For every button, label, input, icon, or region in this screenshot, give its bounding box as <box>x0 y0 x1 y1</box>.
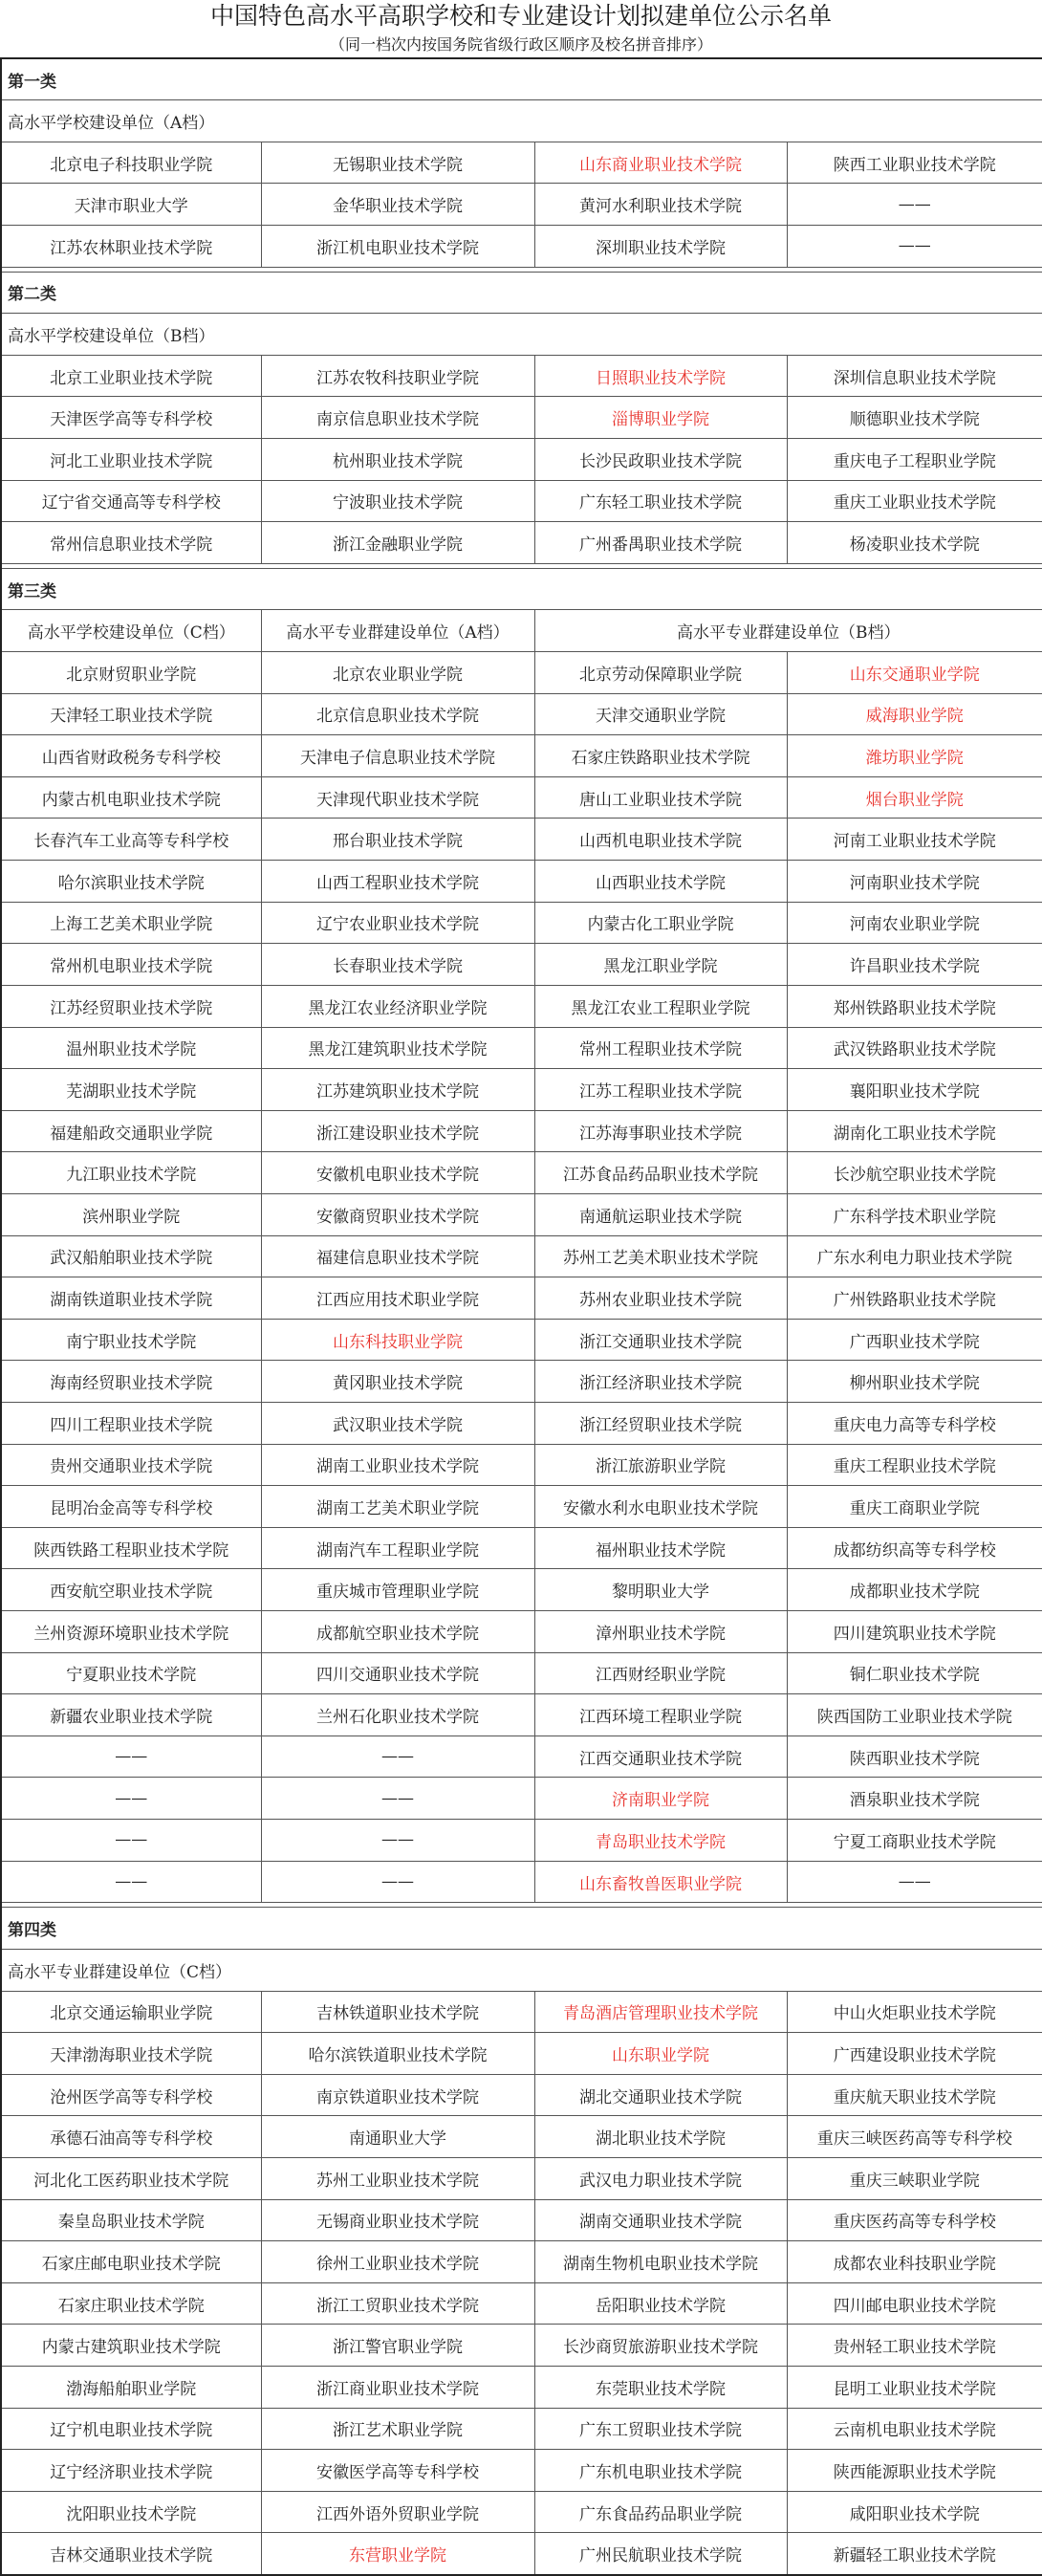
table-row <box>1 1820 1042 1862</box>
school-name-cell: 贵州轻工职业技术学院 <box>787 2325 1042 2367</box>
school-name-cell: 北京电子科技职业学院 <box>1 142 261 184</box>
school-name-cell: 陕西铁路工程职业技术学院 <box>1 1527 261 1569</box>
school-name-cell: 武汉电力职业技术学院 <box>534 2157 787 2199</box>
school-name-cell: 芜湖职业技术学院 <box>1 1069 261 1111</box>
school-name-cell: 福建信息职业技术学院 <box>261 1235 534 1277</box>
school-name-cell: —— <box>1 1820 261 1862</box>
school-name-cell: 北京劳动保障职业学院 <box>534 652 787 694</box>
table-row <box>1 2199 1042 2241</box>
category-heading: 第三类 <box>1 568 1042 610</box>
school-name-cell: 广州铁路职业技术学院 <box>787 1277 1042 1320</box>
school-name-cell: 成都纺织高等专科学校 <box>787 1527 1042 1569</box>
school-name-cell: 苏州工业职业技术学院 <box>261 2157 534 2199</box>
school-name-cell: 东营职业学院 <box>261 2533 534 2575</box>
school-name-cell: 日照职业技术学院 <box>534 355 787 397</box>
table-row <box>1 1991 1042 2033</box>
school-name-cell: 浙江经济职业技术学院 <box>534 1361 787 1403</box>
school-name-cell: 山西省财政税务专科学校 <box>1 735 261 777</box>
school-name-cell: 潍坊职业学院 <box>787 735 1042 777</box>
school-name-cell: 天津医学高等专科学校 <box>1 397 261 439</box>
school-name-cell: 兰州资源环境职业技术学院 <box>1 1611 261 1653</box>
school-name-cell: 中山火炬职业技术学院 <box>787 1991 1042 2033</box>
school-name-cell: 广州番禺职业技术学院 <box>534 522 787 564</box>
school-name-cell: 北京农业职业学院 <box>261 652 534 694</box>
school-name-cell: 山东科技职业学院 <box>261 1319 534 1361</box>
school-name-cell: 宁夏工商职业技术学院 <box>787 1820 1042 1862</box>
school-name-cell: 承德石油高等专科学校 <box>1 2116 261 2158</box>
school-name-cell: 黄河水利职业技术学院 <box>534 184 787 226</box>
category-heading: 第二类 <box>1 272 1042 314</box>
school-name-cell: 湖南工艺美术职业学院 <box>261 1486 534 1528</box>
school-name-cell: 江西财经职业学院 <box>534 1652 787 1694</box>
school-name-cell: 黑龙江农业经济职业学院 <box>261 985 534 1027</box>
school-name-cell: 重庆工程职业技术学院 <box>787 1444 1042 1486</box>
school-name-cell: —— <box>261 1778 534 1820</box>
school-name-cell: 陕西能源职业技术学院 <box>787 2450 1042 2492</box>
school-name-cell: 哈尔滨铁道职业技术学院 <box>261 2033 534 2075</box>
school-name-cell: 黑龙江建筑职业技术学院 <box>261 1027 534 1069</box>
school-name-cell: 河北化工医药职业技术学院 <box>1 2157 261 2199</box>
school-name-cell: 九江职业技术学院 <box>1 1152 261 1194</box>
table-row <box>1 861 1042 903</box>
school-name-cell: 杭州职业技术学院 <box>261 438 534 480</box>
table-row <box>1 1403 1042 1445</box>
school-name-cell: 广州民航职业技术学院 <box>534 2533 787 2575</box>
table-row <box>1 1486 1042 1528</box>
school-name-cell: 湖北交通职业技术学院 <box>534 2074 787 2116</box>
school-name-cell: 湖南工业职业技术学院 <box>261 1444 534 1486</box>
school-name-cell: 金华职业技术学院 <box>261 184 534 226</box>
school-name-cell: —— <box>261 1820 534 1862</box>
school-name-cell: 江西应用技术职业学院 <box>261 1277 534 1320</box>
school-name-cell: 云南机电职业技术学院 <box>787 2408 1042 2450</box>
school-name-cell: 山西机电职业技术学院 <box>534 819 787 861</box>
table-row <box>1 944 1042 986</box>
school-name-cell: 北京工业职业技术学院 <box>1 355 261 397</box>
table-row <box>1 2533 1042 2575</box>
school-name-cell: 广东轻工职业技术学院 <box>534 480 787 522</box>
school-name-cell: 黎明职业大学 <box>534 1569 787 1611</box>
school-name-cell: 河南农业职业学院 <box>787 902 1042 944</box>
school-name-cell: 长沙商贸旅游职业技术学院 <box>534 2325 787 2367</box>
school-name-cell: 石家庄职业技术学院 <box>1 2282 261 2325</box>
school-name-cell: 江苏农牧科技职业学院 <box>261 355 534 397</box>
school-name-cell: 四川建筑职业技术学院 <box>787 1611 1042 1653</box>
school-name-cell: 新疆轻工职业技术学院 <box>787 2533 1042 2575</box>
table-row <box>1 652 1042 694</box>
table-row <box>1 2241 1042 2283</box>
school-name-cell: 济南职业学院 <box>534 1778 787 1820</box>
school-name-cell: 湖南交通职业技术学院 <box>534 2199 787 2241</box>
school-name-cell: 湖南化工职业技术学院 <box>787 1110 1042 1152</box>
school-name-cell: 辽宁机电职业技术学院 <box>1 2408 261 2450</box>
school-name-cell: 河南工业职业技术学院 <box>787 819 1042 861</box>
school-name-cell: 武汉职业技术学院 <box>261 1403 534 1445</box>
school-name-cell: 海南经贸职业技术学院 <box>1 1361 261 1403</box>
school-name-cell: 南通职业大学 <box>261 2116 534 2158</box>
school-name-cell: 成都职业技术学院 <box>787 1569 1042 1611</box>
school-name-cell: 浙江建设职业技术学院 <box>261 1110 534 1152</box>
table-row <box>1 1527 1042 1569</box>
school-name-cell: 福建船政交通职业学院 <box>1 1110 261 1152</box>
school-name-cell: 徐州工业职业技术学院 <box>261 2241 534 2283</box>
school-name-cell: 湖南生物机电职业技术学院 <box>534 2241 787 2283</box>
school-name-cell: 湖南汽车工程职业学院 <box>261 1527 534 1569</box>
school-name-cell: 广西建设职业技术学院 <box>787 2033 1042 2075</box>
school-name-cell: 咸阳职业技术学院 <box>787 2491 1042 2533</box>
school-name-cell: 广东水利电力职业技术学院 <box>787 1235 1042 1277</box>
school-name-cell: 山东畜牧兽医职业学院 <box>534 1861 787 1903</box>
school-name-cell: 北京信息职业技术学院 <box>261 693 534 735</box>
school-name-cell: 江西交通职业技术学院 <box>534 1736 787 1778</box>
school-name-cell: 江苏建筑职业技术学院 <box>261 1069 534 1111</box>
school-name-cell: 山东交通职业学院 <box>787 652 1042 694</box>
school-name-cell: 江苏食品药品职业技术学院 <box>534 1152 787 1194</box>
school-name-cell: 山东商业职业技术学院 <box>534 142 787 184</box>
school-name-cell: 安徽医学高等专科学校 <box>261 2450 534 2492</box>
school-name-cell: 南京铁道职业技术学院 <box>261 2074 534 2116</box>
school-name-cell: 山西职业技术学院 <box>534 861 787 903</box>
school-name-cell: 宁夏职业技术学院 <box>1 1652 261 1694</box>
table-row <box>1 2282 1042 2325</box>
school-name-cell: 河南职业技术学院 <box>787 861 1042 903</box>
table-row <box>1 522 1042 564</box>
school-name-cell: 湖南铁道职业技术学院 <box>1 1277 261 1320</box>
school-name-cell: 武汉船舶职业技术学院 <box>1 1235 261 1277</box>
school-name-cell: 吉林交通职业技术学院 <box>1 2533 261 2575</box>
school-name-cell: 贵州交通职业技术学院 <box>1 1444 261 1486</box>
school-name-cell: 威海职业学院 <box>787 693 1042 735</box>
school-name-cell: 长沙民政职业技术学院 <box>534 438 787 480</box>
table-row <box>1 1069 1042 1111</box>
school-name-cell: 昆明工业职业技术学院 <box>787 2367 1042 2409</box>
table-row <box>1 225 1042 267</box>
table-row <box>1 1861 1042 1903</box>
school-name-cell: 温州职业技术学院 <box>1 1027 261 1069</box>
school-name-cell: 浙江艺术职业学院 <box>261 2408 534 2450</box>
school-name-cell: 许昌职业技术学院 <box>787 944 1042 986</box>
school-name-cell: 重庆航天职业技术学院 <box>787 2074 1042 2116</box>
school-name-cell: —— <box>1 1778 261 1820</box>
school-name-cell: 四川交通职业技术学院 <box>261 1652 534 1694</box>
school-name-cell: 东莞职业技术学院 <box>534 2367 787 2409</box>
school-name-cell: 兰州石化职业技术学院 <box>261 1694 534 1736</box>
school-name-cell: —— <box>261 1861 534 1903</box>
school-name-cell: 辽宁省交通高等专科学校 <box>1 480 261 522</box>
school-name-cell: 安徽机电职业技术学院 <box>261 1152 534 1194</box>
table-row <box>1 776 1042 819</box>
school-name-cell: 吉林铁道职业技术学院 <box>261 1991 534 2033</box>
school-name-cell: 重庆电力高等专科学校 <box>787 1403 1042 1445</box>
page-title: 中国特色高水平高职学校和专业建设计划拟建单位公示名单 <box>209 2 832 30</box>
table-row <box>1 2450 1042 2492</box>
school-name-cell: 广东机电职业技术学院 <box>534 2450 787 2492</box>
school-name-cell: 铜仁职业技术学院 <box>787 1652 1042 1694</box>
school-name-cell: 江苏工程职业技术学院 <box>534 1069 787 1111</box>
table-row <box>1 1277 1042 1320</box>
school-name-cell: 浙江警官职业学院 <box>261 2325 534 2367</box>
school-name-cell: 深圳职业技术学院 <box>534 225 787 267</box>
school-name-cell: 辽宁经济职业技术学院 <box>1 2450 261 2492</box>
school-name-cell: 广东科学技术职业学院 <box>787 1193 1042 1235</box>
school-name-cell: —— <box>787 1861 1042 1903</box>
school-name-cell: 沧州医学高等专科学校 <box>1 2074 261 2116</box>
school-name-cell: 天津轻工职业技术学院 <box>1 693 261 735</box>
school-name-cell: 苏州工艺美术职业技术学院 <box>534 1235 787 1277</box>
table-row <box>1 480 1042 522</box>
school-name-cell: 内蒙古化工职业学院 <box>534 902 787 944</box>
school-name-cell: 新疆农业职业技术学院 <box>1 1694 261 1736</box>
school-name-cell: 湖北职业技术学院 <box>534 2116 787 2158</box>
school-name-cell: 武汉铁路职业技术学院 <box>787 1027 1042 1069</box>
school-name-cell: 陕西国防工业职业技术学院 <box>787 1694 1042 1736</box>
school-name-cell: 浙江经贸职业技术学院 <box>534 1403 787 1445</box>
school-name-cell: 顺德职业技术学院 <box>787 397 1042 439</box>
school-name-cell: 广东食品药品职业学院 <box>534 2491 787 2533</box>
school-name-cell: 酒泉职业技术学院 <box>787 1778 1042 1820</box>
table-row <box>1 735 1042 777</box>
table-row <box>1 1152 1042 1194</box>
table-row <box>1 2033 1042 2075</box>
school-name-cell: 柳州职业技术学院 <box>787 1361 1042 1403</box>
school-name-cell: 山西工程职业技术学院 <box>261 861 534 903</box>
school-name-cell: 重庆工业职业技术学院 <box>787 480 1042 522</box>
school-name-cell: 四川邮电职业技术学院 <box>787 2282 1042 2325</box>
school-name-cell: 岳阳职业技术学院 <box>534 2282 787 2325</box>
school-name-cell: 陕西职业技术学院 <box>787 1736 1042 1778</box>
school-name-cell: 哈尔滨职业技术学院 <box>1 861 261 903</box>
table-row <box>1 1027 1042 1069</box>
table-row <box>1 1569 1042 1611</box>
school-name-cell: 天津电子信息职业技术学院 <box>261 735 534 777</box>
school-name-cell: 浙江商业职业技术学院 <box>261 2367 534 2409</box>
school-name-cell: 江苏经贸职业技术学院 <box>1 985 261 1027</box>
school-name-cell: 天津交通职业学院 <box>534 693 787 735</box>
school-name-cell: 南宁职业技术学院 <box>1 1319 261 1361</box>
table-row <box>1 1611 1042 1653</box>
school-name-cell: 江西环境工程职业学院 <box>534 1694 787 1736</box>
table-row <box>1 1736 1042 1778</box>
school-name-cell: 重庆三峡医药高等专科学校 <box>787 2116 1042 2158</box>
school-name-cell: 安徽商贸职业技术学院 <box>261 1193 534 1235</box>
school-name-cell: 上海工艺美术职业学院 <box>1 902 261 944</box>
table-row <box>1 1235 1042 1277</box>
school-name-cell: —— <box>787 225 1042 267</box>
school-name-cell: 南通航运职业技术学院 <box>534 1193 787 1235</box>
school-name-cell: 浙江机电职业技术学院 <box>261 225 534 267</box>
school-name-cell: 苏州农业职业技术学院 <box>534 1277 787 1320</box>
school-name-cell: 辽宁农业职业技术学院 <box>261 902 534 944</box>
table-row <box>1 438 1042 480</box>
table-row <box>1 2367 1042 2409</box>
tier-heading: 高水平学校建设单位（B档） <box>1 314 1042 356</box>
school-name-cell: 淄博职业学院 <box>534 397 787 439</box>
school-name-cell: 安徽水利水电职业技术学院 <box>534 1486 787 1528</box>
school-name-cell: 浙江工贸职业技术学院 <box>261 2282 534 2325</box>
column-header: 高水平专业群建设单位（B档） <box>534 610 1042 652</box>
school-name-cell: 重庆医药高等专科学校 <box>787 2199 1042 2241</box>
school-name-cell: 浙江旅游职业学院 <box>534 1444 787 1486</box>
table-row <box>1 2408 1042 2450</box>
school-name-cell: 江苏海事职业技术学院 <box>534 1110 787 1152</box>
school-name-cell: 内蒙古建筑职业技术学院 <box>1 2325 261 2367</box>
table-row <box>1 1110 1042 1152</box>
school-name-cell: 长沙航空职业技术学院 <box>787 1152 1042 1194</box>
table-row <box>1 1652 1042 1694</box>
table-row <box>1 1193 1042 1235</box>
school-name-cell: 北京财贸职业学院 <box>1 652 261 694</box>
school-name-cell: 山东职业学院 <box>534 2033 787 2075</box>
school-name-cell: 青岛酒店管理职业技术学院 <box>534 1991 787 2033</box>
table-row <box>1 1778 1042 1820</box>
school-name-cell: —— <box>261 1736 534 1778</box>
school-list-table <box>0 57 1042 2576</box>
school-name-cell: 秦皇岛职业技术学院 <box>1 2199 261 2241</box>
school-name-cell: 常州信息职业技术学院 <box>1 522 261 564</box>
school-name-cell: 黄冈职业技术学院 <box>261 1361 534 1403</box>
school-name-cell: 黑龙江职业学院 <box>534 944 787 986</box>
table-row <box>1 2074 1042 2116</box>
page-subtitle: （同一档次内按国务院省级行政区顺序及校名拼音排序） <box>329 35 712 54</box>
school-name-cell: 天津现代职业技术学院 <box>261 776 534 819</box>
tier-heading: 高水平学校建设单位（A档） <box>1 100 1042 142</box>
school-name-cell: 内蒙古机电职业技术学院 <box>1 776 261 819</box>
school-name-cell: 长春汽车工业高等专科学校 <box>1 819 261 861</box>
school-name-cell: 深圳信息职业技术学院 <box>787 355 1042 397</box>
school-name-cell: 黑龙江农业工程职业学院 <box>534 985 787 1027</box>
school-name-cell: 浙江交通职业技术学院 <box>534 1319 787 1361</box>
column-header: 高水平学校建设单位（C档） <box>1 610 261 652</box>
school-name-cell: 长春职业技术学院 <box>261 944 534 986</box>
school-name-cell: 无锡商业职业技术学院 <box>261 2199 534 2241</box>
table-row <box>1 2116 1042 2158</box>
school-name-cell: 广西职业技术学院 <box>787 1319 1042 1361</box>
school-name-cell: 常州工程职业技术学院 <box>534 1027 787 1069</box>
school-name-cell: 天津渤海职业技术学院 <box>1 2033 261 2075</box>
school-name-cell: 青岛职业技术学院 <box>534 1820 787 1862</box>
school-name-cell: 宁波职业技术学院 <box>261 480 534 522</box>
school-name-cell: 无锡职业技术学院 <box>261 142 534 184</box>
school-name-cell: 漳州职业技术学院 <box>534 1611 787 1653</box>
table-row <box>1 1319 1042 1361</box>
school-name-cell: 常州机电职业技术学院 <box>1 944 261 986</box>
school-name-cell: 石家庄邮电职业技术学院 <box>1 2241 261 2283</box>
table-row <box>1 1361 1042 1403</box>
table-row <box>1 902 1042 944</box>
school-name-cell: 唐山工业职业技术学院 <box>534 776 787 819</box>
school-name-cell: 陕西工业职业技术学院 <box>787 142 1042 184</box>
school-name-cell: 滨州职业学院 <box>1 1193 261 1235</box>
school-name-cell: —— <box>1 1861 261 1903</box>
school-name-cell: 邢台职业技术学院 <box>261 819 534 861</box>
school-name-cell: 江苏农林职业技术学院 <box>1 225 261 267</box>
table-row <box>1 2325 1042 2367</box>
school-name-cell: 昆明冶金高等专科学校 <box>1 1486 261 1528</box>
school-name-cell: 渤海船舶职业学院 <box>1 2367 261 2409</box>
school-name-cell: 杨凌职业技术学院 <box>787 522 1042 564</box>
column-header: 高水平专业群建设单位（A档） <box>261 610 534 652</box>
table-row <box>1 1444 1042 1486</box>
school-name-cell: 西安航空职业技术学院 <box>1 1569 261 1611</box>
school-name-cell: 沈阳职业技术学院 <box>1 2491 261 2533</box>
school-name-cell: 天津市职业大学 <box>1 184 261 226</box>
school-name-cell: 石家庄铁路职业技术学院 <box>534 735 787 777</box>
school-name-cell: 南京信息职业技术学院 <box>261 397 534 439</box>
school-name-cell: 河北工业职业技术学院 <box>1 438 261 480</box>
school-name-cell: 成都航空职业技术学院 <box>261 1611 534 1653</box>
category-heading: 第一类 <box>1 58 1042 100</box>
school-name-cell: 成都农业科技职业学院 <box>787 2241 1042 2283</box>
tier-heading: 高水平专业群建设单位（C档） <box>1 1949 1042 1991</box>
school-name-cell: —— <box>1 1736 261 1778</box>
table-row <box>1 397 1042 439</box>
table-row <box>1 2157 1042 2199</box>
school-name-cell: 福州职业技术学院 <box>534 1527 787 1569</box>
school-name-cell: 浙江金融职业学院 <box>261 522 534 564</box>
school-name-cell: 四川工程职业技术学院 <box>1 1403 261 1445</box>
table-row <box>1 355 1042 397</box>
school-name-cell: 重庆三峡职业学院 <box>787 2157 1042 2199</box>
school-name-cell: 郑州铁路职业技术学院 <box>787 985 1042 1027</box>
school-name-cell: 重庆工商职业学院 <box>787 1486 1042 1528</box>
table-row <box>1 693 1042 735</box>
table-row <box>1 2491 1042 2533</box>
school-name-cell: 北京交通运输职业学院 <box>1 1991 261 2033</box>
table-row <box>1 985 1042 1027</box>
school-name-cell: 襄阳职业技术学院 <box>787 1069 1042 1111</box>
school-name-cell: 重庆城市管理职业学院 <box>261 1569 534 1611</box>
school-name-cell: 广东工贸职业技术学院 <box>534 2408 787 2450</box>
table-row <box>1 142 1042 184</box>
table-row <box>1 1694 1042 1736</box>
category-heading: 第四类 <box>1 1908 1042 1950</box>
table-row <box>1 819 1042 861</box>
school-name-cell: —— <box>787 184 1042 226</box>
table-row <box>1 184 1042 226</box>
school-name-cell: 重庆电子工程职业学院 <box>787 438 1042 480</box>
school-name-cell: 江西外语外贸职业学院 <box>261 2491 534 2533</box>
school-name-cell: 烟台职业学院 <box>787 776 1042 819</box>
